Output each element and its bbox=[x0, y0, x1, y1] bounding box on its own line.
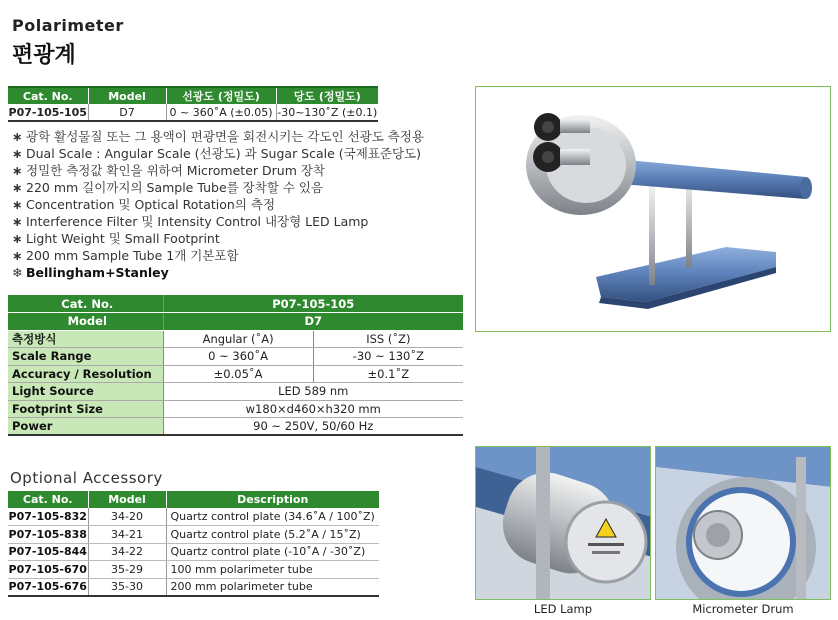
page-title-ko: 편광계 bbox=[12, 43, 76, 68]
spec-value: 90 ~ 250V, 50/60 Hz bbox=[163, 418, 463, 436]
micrometer-drum-caption: Micrometer Drum bbox=[692, 602, 794, 616]
table-row: P07-105-844 34-22 Quartz control plate (-10˚A / -30˚Z) bbox=[8, 543, 379, 561]
led-lamp-photo bbox=[475, 446, 651, 600]
spec-value: -30 ~ 130˚Z bbox=[313, 348, 463, 366]
header-description: Description bbox=[166, 491, 379, 508]
spec-row-power bbox=[8, 418, 463, 436]
table-row: P07-105-670 35-29 100 mm polarimeter tube bbox=[8, 561, 379, 579]
spec-label: Accuracy / Resolution bbox=[8, 365, 163, 383]
spec-value: ±0.05˚A bbox=[163, 365, 313, 383]
spec-value: 0 ~ 360˚A bbox=[163, 348, 313, 366]
spec-label: 측정방식 bbox=[8, 330, 163, 348]
product-summary-table bbox=[8, 86, 378, 122]
spec-row-accuracy bbox=[8, 365, 463, 383]
brand-name: Bellingham+Stanley bbox=[26, 265, 169, 280]
spec-table bbox=[8, 295, 463, 436]
micrometer-drum-illustration bbox=[656, 447, 831, 600]
spec-value: w180×d460×h320 mm bbox=[163, 400, 463, 418]
page-title-en: Polarimeter bbox=[12, 16, 124, 35]
polarimeter-photo bbox=[475, 86, 831, 332]
accessory-table bbox=[8, 491, 379, 597]
spec-row-method bbox=[8, 330, 463, 348]
cell-sugar: -30~130˚Z (±0.1) bbox=[276, 104, 378, 121]
spec-row-cat bbox=[8, 295, 463, 313]
brand-item: ❄ Bellingham+Stanley bbox=[12, 265, 169, 280]
list-item: ∗ 220 mm 길이까지의 Sample Tube를 장착할 수 있음 bbox=[12, 180, 324, 195]
table-row: P07-105-832 34-20 Quartz control plate (34.6˚A / 100˚Z) bbox=[8, 508, 379, 526]
led-lamp-illustration bbox=[476, 447, 651, 600]
header-optical-rotation: 선광도 (정밀도) bbox=[166, 87, 276, 104]
table-row: P07-105-838 34-21 Quartz control plate (5.2˚A / 15˚Z) bbox=[8, 526, 379, 544]
table-header-row bbox=[8, 87, 378, 104]
spec-row-light bbox=[8, 383, 463, 401]
cell-cat-no: P07-105-105 bbox=[8, 104, 88, 121]
table-row: P07-105-676 35-30 200 mm polarimeter tube bbox=[8, 578, 379, 596]
spec-value: D7 bbox=[163, 313, 463, 331]
feature-list bbox=[12, 128, 424, 281]
spec-value: ±0.1˚Z bbox=[313, 365, 463, 383]
list-item: ∗ 정밀한 측정값 확인을 위하여 Micrometer Drum 장착 bbox=[12, 163, 325, 178]
spec-row-footprint bbox=[8, 400, 463, 418]
led-lamp-caption: LED Lamp bbox=[533, 602, 593, 616]
cell-optical-rotation: 0 ~ 360˚A (±0.05) bbox=[166, 104, 276, 121]
header-cat-no: Cat. No. bbox=[8, 87, 88, 104]
spec-value: P07-105-105 bbox=[163, 295, 463, 313]
spec-label: Scale Range bbox=[8, 348, 163, 366]
spec-value: LED 589 nm bbox=[163, 383, 463, 401]
list-item: ∗ Concentration 및 Optical Rotation의 측정 bbox=[12, 197, 276, 212]
list-item: ∗ 광학 활성물질 또는 그 용액이 편광면을 회전시키는 각도인 선광도 측정용 bbox=[12, 129, 425, 144]
table-row bbox=[8, 104, 378, 121]
spec-label: Footprint Size bbox=[8, 400, 163, 418]
header-cat-no: Cat. No. bbox=[8, 491, 88, 508]
list-item: ∗ Interference Filter 및 Intensity Control 내장형 LED Lamp bbox=[12, 214, 369, 229]
header-sugar: 당도 (정밀도) bbox=[276, 87, 378, 104]
table-header-row bbox=[8, 491, 379, 508]
optional-accessory-title: Optional Accessory bbox=[10, 469, 163, 487]
spec-row-model bbox=[8, 313, 463, 331]
list-item: ∗ 200 mm Sample Tube 1개 기본포함 bbox=[12, 248, 239, 263]
header-model: Model bbox=[88, 87, 166, 104]
spec-label: Light Source bbox=[8, 383, 163, 401]
list-item: ∗ Dual Scale : Angular Scale (선광도) 과 Sugar Scale (국제표준당도) bbox=[12, 146, 421, 161]
cell-model: D7 bbox=[88, 104, 166, 121]
list-item: ∗ Light Weight 및 Small Footprint bbox=[12, 231, 220, 246]
spec-label: Model bbox=[8, 313, 163, 331]
spec-value: ISS (˚Z) bbox=[313, 330, 463, 348]
header-model: Model bbox=[88, 491, 166, 508]
spec-label: Cat. No. bbox=[8, 295, 163, 313]
micrometer-drum-photo bbox=[655, 446, 831, 600]
spec-label: Power bbox=[8, 418, 163, 436]
spec-row-range bbox=[8, 348, 463, 366]
polarimeter-illustration bbox=[476, 87, 831, 332]
spec-value: Angular (˚A) bbox=[163, 330, 313, 348]
